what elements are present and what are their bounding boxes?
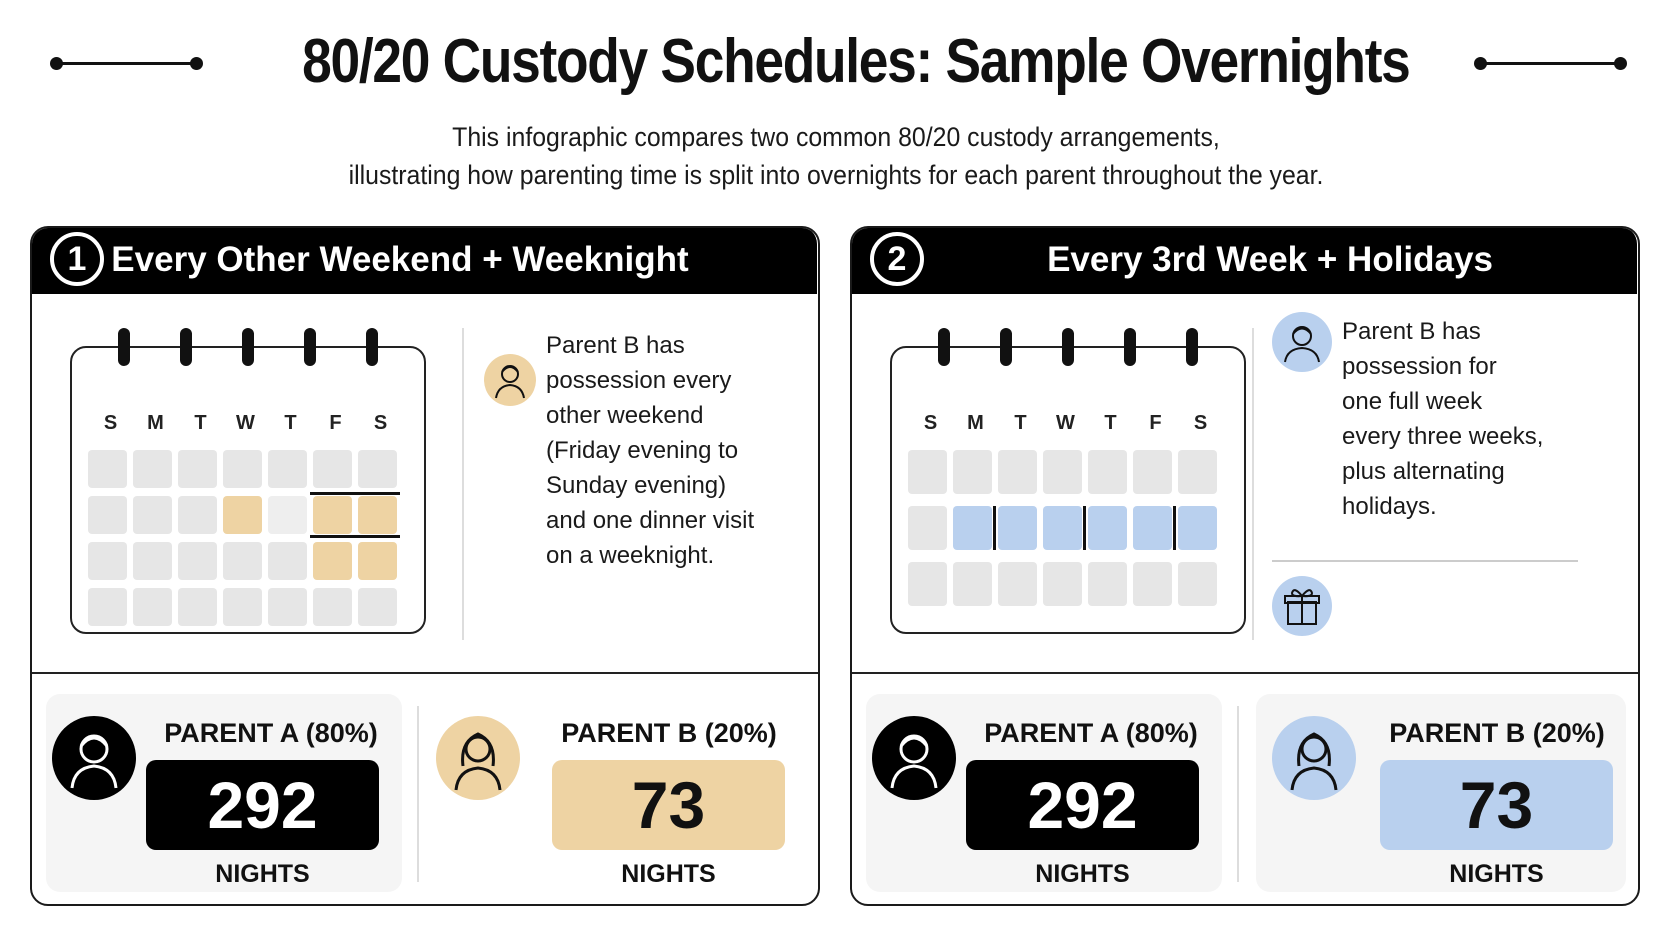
weekday-label: T bbox=[1014, 412, 1027, 434]
page-subtitle bbox=[0, 118, 1672, 194]
calendar-day bbox=[1043, 450, 1082, 494]
title-dot bbox=[1474, 57, 1487, 70]
calendar-weekdays bbox=[88, 412, 403, 435]
parent-a-nights-value: 292 bbox=[146, 760, 379, 850]
panel-title: Every Other Weekend + Weeknight bbox=[111, 240, 689, 279]
calendar-day bbox=[1088, 562, 1127, 606]
calendar-day-parent-b bbox=[1133, 506, 1172, 550]
parent-a-icon bbox=[872, 716, 956, 800]
calendar-day bbox=[88, 542, 127, 580]
calendar-day bbox=[1133, 450, 1172, 494]
weekday-label: F bbox=[329, 412, 342, 434]
calendar-day bbox=[358, 450, 397, 488]
parent-a-nights-value: 292 bbox=[966, 760, 1199, 850]
description-divider bbox=[1272, 560, 1578, 562]
calendar-ring bbox=[242, 328, 254, 366]
panel-number: 1 bbox=[50, 232, 104, 286]
parent-a-stat bbox=[866, 694, 1222, 892]
calendar-day bbox=[133, 450, 172, 488]
page-title: 80/20 Custody Schedules: Sample Overnights bbox=[302, 27, 1410, 96]
weekday-label: T bbox=[284, 412, 297, 434]
weekday-label: S bbox=[103, 412, 118, 434]
calendar-day bbox=[313, 588, 352, 626]
schedule-panel-2 bbox=[850, 226, 1640, 906]
weekday-label: F bbox=[1149, 412, 1162, 434]
subtitle-line-2: illustrating how parenting time is split into overnights for each parent throughout the year. bbox=[348, 160, 1324, 190]
description-line: (Friday evening to bbox=[546, 437, 739, 464]
calendar-ring bbox=[1124, 328, 1136, 366]
description-line: and one dinner visit bbox=[546, 507, 755, 534]
calendar-day-parent-b bbox=[313, 542, 352, 580]
calendar-day-parent-b bbox=[1088, 506, 1127, 550]
parent-b-stat bbox=[1256, 694, 1626, 892]
calendar bbox=[70, 346, 426, 634]
calendar-day bbox=[178, 588, 217, 626]
calendar-ring bbox=[1062, 328, 1074, 366]
schedule-panel-1 bbox=[30, 226, 820, 906]
calendar-day-parent-b bbox=[223, 496, 262, 534]
calendar-day bbox=[268, 450, 307, 488]
calendar-day bbox=[953, 450, 992, 494]
title-dot bbox=[50, 57, 63, 70]
weekday-label: S bbox=[373, 412, 388, 434]
parent-b-nights-value: 73 bbox=[1380, 760, 1613, 850]
description-line: Parent B has bbox=[546, 332, 685, 359]
calendar-day-parent-b bbox=[313, 496, 352, 534]
title-dot bbox=[1614, 57, 1627, 70]
calendar-day bbox=[178, 496, 217, 534]
title-rule-left bbox=[55, 62, 195, 65]
schedule-description bbox=[546, 328, 754, 573]
calendar-ring bbox=[1186, 328, 1198, 366]
calendar-day bbox=[908, 506, 947, 550]
description-line: possession for bbox=[1342, 353, 1497, 380]
description-line: every three weeks, bbox=[1342, 423, 1544, 450]
calendar-day-parent-b bbox=[953, 506, 992, 550]
weekday-label: T bbox=[1104, 412, 1117, 434]
calendar bbox=[890, 346, 1246, 634]
subtitle-line-1: This infographic compares two common 80/20 custody arrangements, bbox=[452, 122, 1220, 152]
description-line: other weekend bbox=[546, 402, 704, 429]
parent-b-label: PARENT B (20%) bbox=[561, 718, 777, 748]
calendar-ring bbox=[366, 328, 378, 366]
calendar-day bbox=[1178, 450, 1217, 494]
weekday-label: M bbox=[147, 412, 164, 434]
calendar-day bbox=[268, 496, 307, 534]
stat-divider bbox=[417, 706, 419, 882]
calendar-day-parent-b bbox=[1178, 506, 1217, 550]
calendar-grid bbox=[88, 450, 397, 626]
parent-b-label: PARENT B (20%) bbox=[1389, 718, 1605, 748]
panel-divider bbox=[32, 672, 820, 674]
calendar-day bbox=[178, 450, 217, 488]
calendar-ring bbox=[938, 328, 950, 366]
parent-a-icon bbox=[52, 716, 136, 800]
calendar-ring bbox=[180, 328, 192, 366]
calendar-day bbox=[908, 450, 947, 494]
description-line: one full week bbox=[1342, 388, 1483, 415]
calendar-day bbox=[88, 496, 127, 534]
calendar-day bbox=[358, 588, 397, 626]
calendar-day bbox=[88, 450, 127, 488]
calendar-day-parent-b bbox=[358, 542, 397, 580]
parent-b-icon bbox=[484, 354, 536, 406]
description-line: plus alternating bbox=[1342, 458, 1505, 485]
calendar-day bbox=[133, 496, 172, 534]
calendar-day bbox=[223, 588, 262, 626]
calendar-day bbox=[1178, 562, 1217, 606]
calendar-day bbox=[908, 562, 947, 606]
calendar-day bbox=[1088, 450, 1127, 494]
title-rule-right bbox=[1480, 62, 1620, 65]
calendar-day bbox=[223, 450, 262, 488]
title-row bbox=[0, 22, 1672, 106]
parent-a-nights-unit: NIGHTS bbox=[215, 860, 310, 888]
parent-a-nights-unit: NIGHTS bbox=[1035, 860, 1130, 888]
parent-b-nights-unit: NIGHTS bbox=[1449, 860, 1544, 888]
parent-b-nights-unit: NIGHTS bbox=[621, 860, 716, 888]
calendar-day-parent-b bbox=[1043, 506, 1082, 550]
description-line: Parent B has bbox=[1342, 318, 1481, 345]
parent-b-nights-value: 73 bbox=[552, 760, 785, 850]
panel-number: 2 bbox=[870, 232, 924, 286]
calendar-ring bbox=[1000, 328, 1012, 366]
calendar-ring bbox=[118, 328, 130, 366]
parent-a-stat bbox=[46, 694, 402, 892]
parent-a-label: PARENT A (80%) bbox=[164, 718, 378, 748]
description-line: Sunday evening) bbox=[546, 472, 727, 499]
panel-header bbox=[30, 226, 817, 294]
calendar-day bbox=[953, 562, 992, 606]
calendar-weekdays bbox=[908, 412, 1223, 435]
parent-b-stat bbox=[436, 694, 806, 892]
panel-title: Every 3rd Week + Holidays bbox=[1047, 240, 1493, 279]
parent-b-avatar-icon bbox=[1272, 716, 1356, 800]
calendar-day-parent-b bbox=[358, 496, 397, 534]
description-line: holidays. bbox=[1342, 493, 1437, 520]
weekday-label: M bbox=[967, 412, 984, 434]
calendar-day bbox=[133, 588, 172, 626]
calendar-day bbox=[998, 562, 1037, 606]
calendar-day-parent-b bbox=[998, 506, 1037, 550]
weekday-label: W bbox=[236, 412, 255, 434]
weekday-label: S bbox=[1193, 412, 1208, 434]
calendar-day bbox=[88, 588, 127, 626]
calendar-ring bbox=[304, 328, 316, 366]
calendar-grid bbox=[908, 450, 1217, 606]
panel-divider bbox=[852, 672, 1640, 674]
calendar-day bbox=[1133, 562, 1172, 606]
calendar-day bbox=[998, 450, 1037, 494]
schedule-description bbox=[1342, 314, 1543, 524]
calendar-day bbox=[313, 450, 352, 488]
stat-divider bbox=[1237, 706, 1239, 882]
calendar-day bbox=[223, 542, 262, 580]
calendar-day bbox=[268, 542, 307, 580]
parent-a-label: PARENT A (80%) bbox=[984, 718, 1198, 748]
title-dot bbox=[190, 57, 203, 70]
section-divider bbox=[1252, 328, 1254, 640]
calendar-day bbox=[178, 542, 217, 580]
calendar-day bbox=[1043, 562, 1082, 606]
panel-header bbox=[850, 226, 1637, 294]
gift-icon bbox=[1272, 576, 1332, 636]
calendar-day bbox=[268, 588, 307, 626]
description-line: possession every bbox=[546, 367, 732, 394]
weekday-label: T bbox=[194, 412, 207, 434]
parent-b-avatar-icon bbox=[436, 716, 520, 800]
weekday-label: W bbox=[1056, 412, 1075, 434]
section-divider bbox=[462, 328, 464, 640]
calendar-day bbox=[133, 542, 172, 580]
weekday-label: S bbox=[923, 412, 938, 434]
description-line: on a weeknight. bbox=[546, 542, 715, 569]
parent-b-icon bbox=[1272, 312, 1332, 372]
